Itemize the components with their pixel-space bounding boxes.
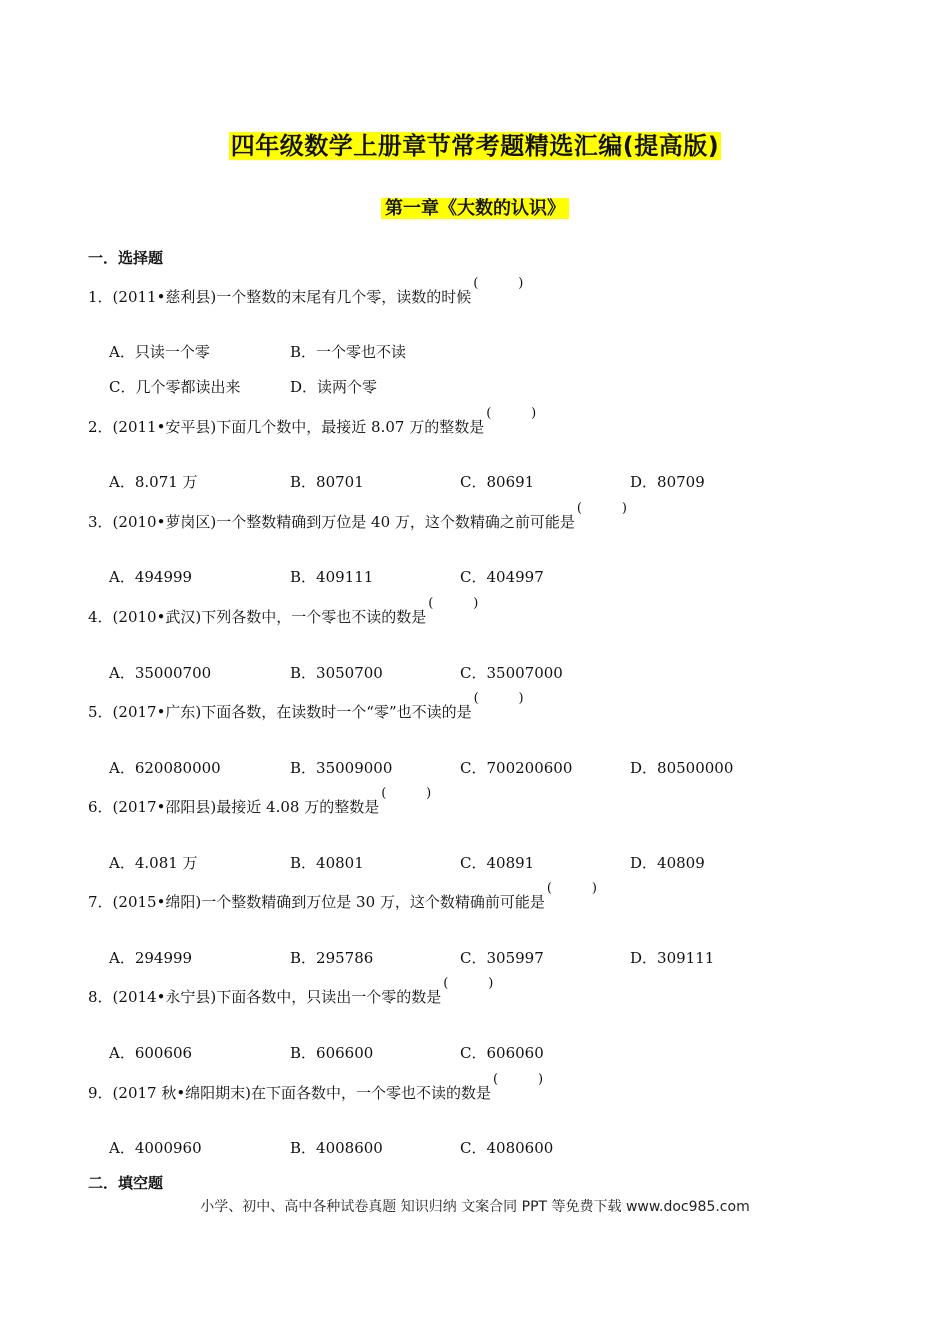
answer-blank	[471, 286, 523, 302]
question-6: 6．(2017•邵阳县)最接近 4.08 万的整数是( )	[88, 796, 431, 817]
question-1: 1．(2011•慈利县)一个整数的末尾有几个零，读数的时候( )	[88, 286, 523, 307]
option: C．404997	[460, 568, 544, 586]
option: B．295786	[290, 949, 374, 967]
option: C．几个零都读出来	[109, 378, 241, 396]
question-7: 7．(2015•绵阳)一个整数精确到万位是 30 万，这个数精确前可能是( )	[88, 891, 597, 912]
option: A．4.081 万	[109, 854, 198, 872]
option: B．4008600	[290, 1139, 383, 1157]
answer-blank	[491, 1082, 543, 1098]
option: B．80701	[290, 473, 364, 491]
option: B．409111	[290, 568, 374, 586]
option: A．只读一个零	[109, 343, 210, 361]
section-heading-fill: 二．填空题	[88, 1174, 164, 1192]
option: C．305997	[460, 949, 544, 967]
question-8: 8．(2014•永宁县)下面各数中，只读出一个零的数是( )	[88, 986, 493, 1007]
option: C．35007000	[460, 664, 563, 682]
chapter-heading: 第一章《大数的认识》	[381, 198, 569, 219]
answer-blank	[379, 796, 431, 812]
option: B．606600	[290, 1044, 374, 1062]
answer-blank	[484, 416, 536, 432]
section-heading-choice: 一．选择题	[88, 249, 164, 267]
option: A．600606	[109, 1044, 193, 1062]
option: D．80709	[630, 473, 705, 491]
question-3: 3．(2010•萝岗区)一个整数精确到万位是 40 万，这个数精确之前可能是( )	[88, 511, 627, 532]
option: A．294999	[109, 949, 193, 967]
answer-blank	[545, 891, 597, 907]
option: A．35000700	[109, 664, 212, 682]
option: C．40891	[460, 854, 535, 872]
option: D．80500000	[630, 759, 734, 777]
answer-blank	[441, 986, 493, 1002]
option: B．一个零也不读	[290, 343, 407, 361]
footer-note: 小学、初中、高中各种试卷真题 知识归纳 文案合同 PPT 等免费下载 www.doc985.com	[200, 1199, 750, 1215]
option: B．40801	[290, 854, 364, 872]
option: C．4080600	[460, 1139, 554, 1157]
chapter-heading-wrap	[0, 194, 950, 220]
option: C．606060	[460, 1044, 544, 1062]
option: B．35009000	[290, 759, 393, 777]
document-title-wrap	[0, 126, 950, 161]
question-2: 2．(2011•安平县)下面几个数中，最接近 8.07 万的整数是( )	[88, 416, 536, 437]
answer-blank	[575, 511, 627, 527]
answer-blank	[472, 701, 524, 717]
option: A．8.071 万	[109, 473, 198, 491]
option: D．309111	[630, 949, 715, 967]
option: C．700200600	[460, 759, 573, 777]
answer-blank	[426, 606, 478, 622]
question-5: 5．(2017•广东)下面各数，在读数时一个“零”也不读的是( )	[88, 701, 524, 722]
question-4: 4．(2010•武汉)下列各数中，一个零也不读的数是( )	[88, 606, 478, 627]
option: D．读两个零	[290, 378, 378, 396]
option: D．40809	[630, 854, 705, 872]
option: A．4000960	[109, 1139, 202, 1157]
question-9: 9．(2017 秋•绵阳期末)在下面各数中，一个零也不读的数是( )	[88, 1082, 543, 1103]
option: B．3050700	[290, 664, 383, 682]
option: C．80691	[460, 473, 535, 491]
option: A．620080000	[109, 759, 221, 777]
document-title: 四年级数学上册章节常考题精选汇编(提高版)	[230, 132, 720, 160]
option: A．494999	[109, 568, 193, 586]
